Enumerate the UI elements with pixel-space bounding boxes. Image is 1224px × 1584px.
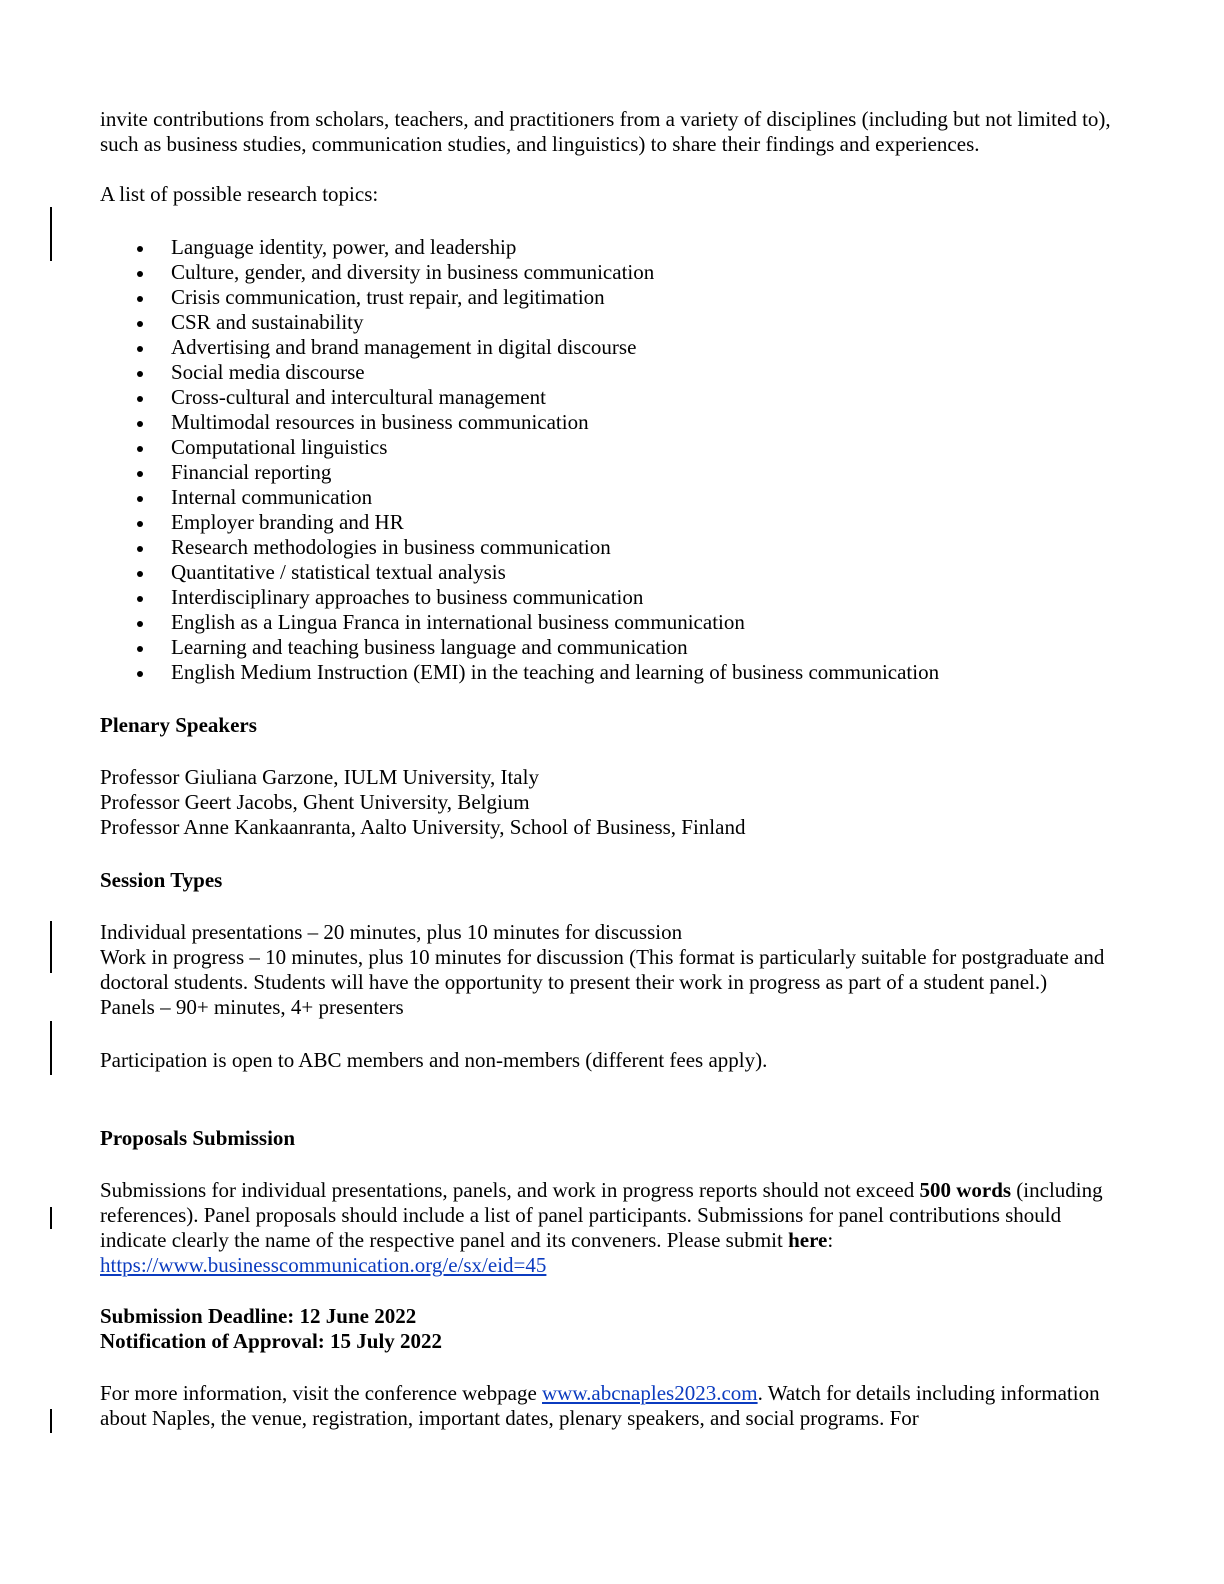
list-item: Research methodologies in business communication	[100, 535, 1130, 560]
change-bar	[50, 921, 52, 973]
session-types-heading: Session Types	[100, 868, 223, 892]
submit-here-label: here	[788, 1228, 828, 1252]
list-item: Advertising and brand management in digital discourse	[100, 335, 1130, 360]
conference-webpage-link[interactable]: www.abcnaples2023.com	[542, 1381, 758, 1405]
list-item: Multimodal resources in business communication	[100, 410, 1130, 435]
document-page	[100, 107, 1130, 1431]
change-bar	[50, 1021, 52, 1075]
proposals-text: (including references). Panel proposals should include a list of panel participants. Submissions for panel contributions should indicate clearly the name of the respective panel and its conveners. Please submit	[100, 1178, 1103, 1252]
more-info-paragraph	[100, 1381, 1130, 1431]
list-item: Social media discourse	[100, 360, 1130, 385]
more-info-text: For more information, visit the conference webpage	[100, 1381, 543, 1405]
list-item: CSR and sustainability	[100, 310, 1130, 335]
change-bar	[50, 1207, 52, 1229]
proposals-text: Submissions for individual presentations, panels, and work in progress reports should not exceed	[100, 1178, 920, 1202]
list-item: Crisis communication, trust repair, and legitimation	[100, 285, 1130, 310]
word-limit: 500 words	[919, 1178, 1012, 1202]
speaker-line: Professor Anne Kankaanranta, Aalto University, School of Business, Finland	[100, 815, 746, 839]
speaker-line: Professor Geert Jacobs, Ghent University, Belgium	[100, 790, 530, 814]
participation-note: Participation is open to ABC members and non-members (different fees apply).	[100, 1048, 768, 1072]
list-item: English as a Lingua Franca in international business communication	[100, 610, 1130, 635]
session-panels: Panels – 90+ minutes, 4+ presenters	[100, 995, 404, 1019]
list-item: Culture, gender, and diversity in business communication	[100, 260, 1130, 285]
topics-list	[100, 235, 1130, 685]
more-info-text: . Watch for details including information about Naples, the venue, registration, important dates, plenary speakers, and social programs. For	[100, 1381, 1100, 1430]
change-bar	[50, 1409, 52, 1433]
list-item: Computational linguistics	[100, 435, 1130, 460]
speaker-line: Professor Giuliana Garzone, IULM University, Italy	[100, 765, 539, 789]
list-item: Interdisciplinary approaches to business communication	[100, 585, 1130, 610]
submission-deadline: Submission Deadline: 12 June 2022	[100, 1304, 417, 1328]
session-work-in-progress: Work in progress – 10 minutes, plus 10 minutes for discussion (This format is particularly suitable for postgraduate and doctoral students. Students will have the opportunity to present their work in progress as part of a student panel.)	[100, 945, 1105, 994]
topics-heading: A list of possible research topics:	[100, 182, 379, 206]
notification-date: Notification of Approval: 15 July 2022	[100, 1329, 443, 1353]
list-item: English Medium Instruction (EMI) in the teaching and learning of business communication	[100, 660, 1130, 685]
proposals-heading: Proposals Submission	[100, 1126, 296, 1150]
plenary-heading: Plenary Speakers	[100, 713, 257, 737]
list-item: Internal communication	[100, 485, 1130, 510]
submission-link[interactable]: https://www.businesscommunication.org/e/sx/eid=45	[100, 1253, 547, 1277]
session-individual: Individual presentations – 20 minutes, plus 10 minutes for discussion	[100, 920, 683, 944]
change-bar	[50, 207, 52, 261]
proposals-text: :	[827, 1228, 834, 1252]
list-item: Quantitative / statistical textual analysis	[100, 560, 1130, 585]
list-item: Employer branding and HR	[100, 510, 1130, 535]
proposals-paragraph	[100, 1178, 1130, 1278]
list-item: Cross-cultural and intercultural management	[100, 385, 1130, 410]
list-item: Language identity, power, and leadership	[100, 235, 1130, 260]
list-item: Financial reporting	[100, 460, 1130, 485]
intro-paragraph: invite contributions from scholars, teachers, and practitioners from a variety of disciplines (including but not limited to), such as business studies, communication studies, and linguistics) to share their findings and experiences.	[100, 107, 1111, 156]
list-item: Learning and teaching business language and communication	[100, 635, 1130, 660]
